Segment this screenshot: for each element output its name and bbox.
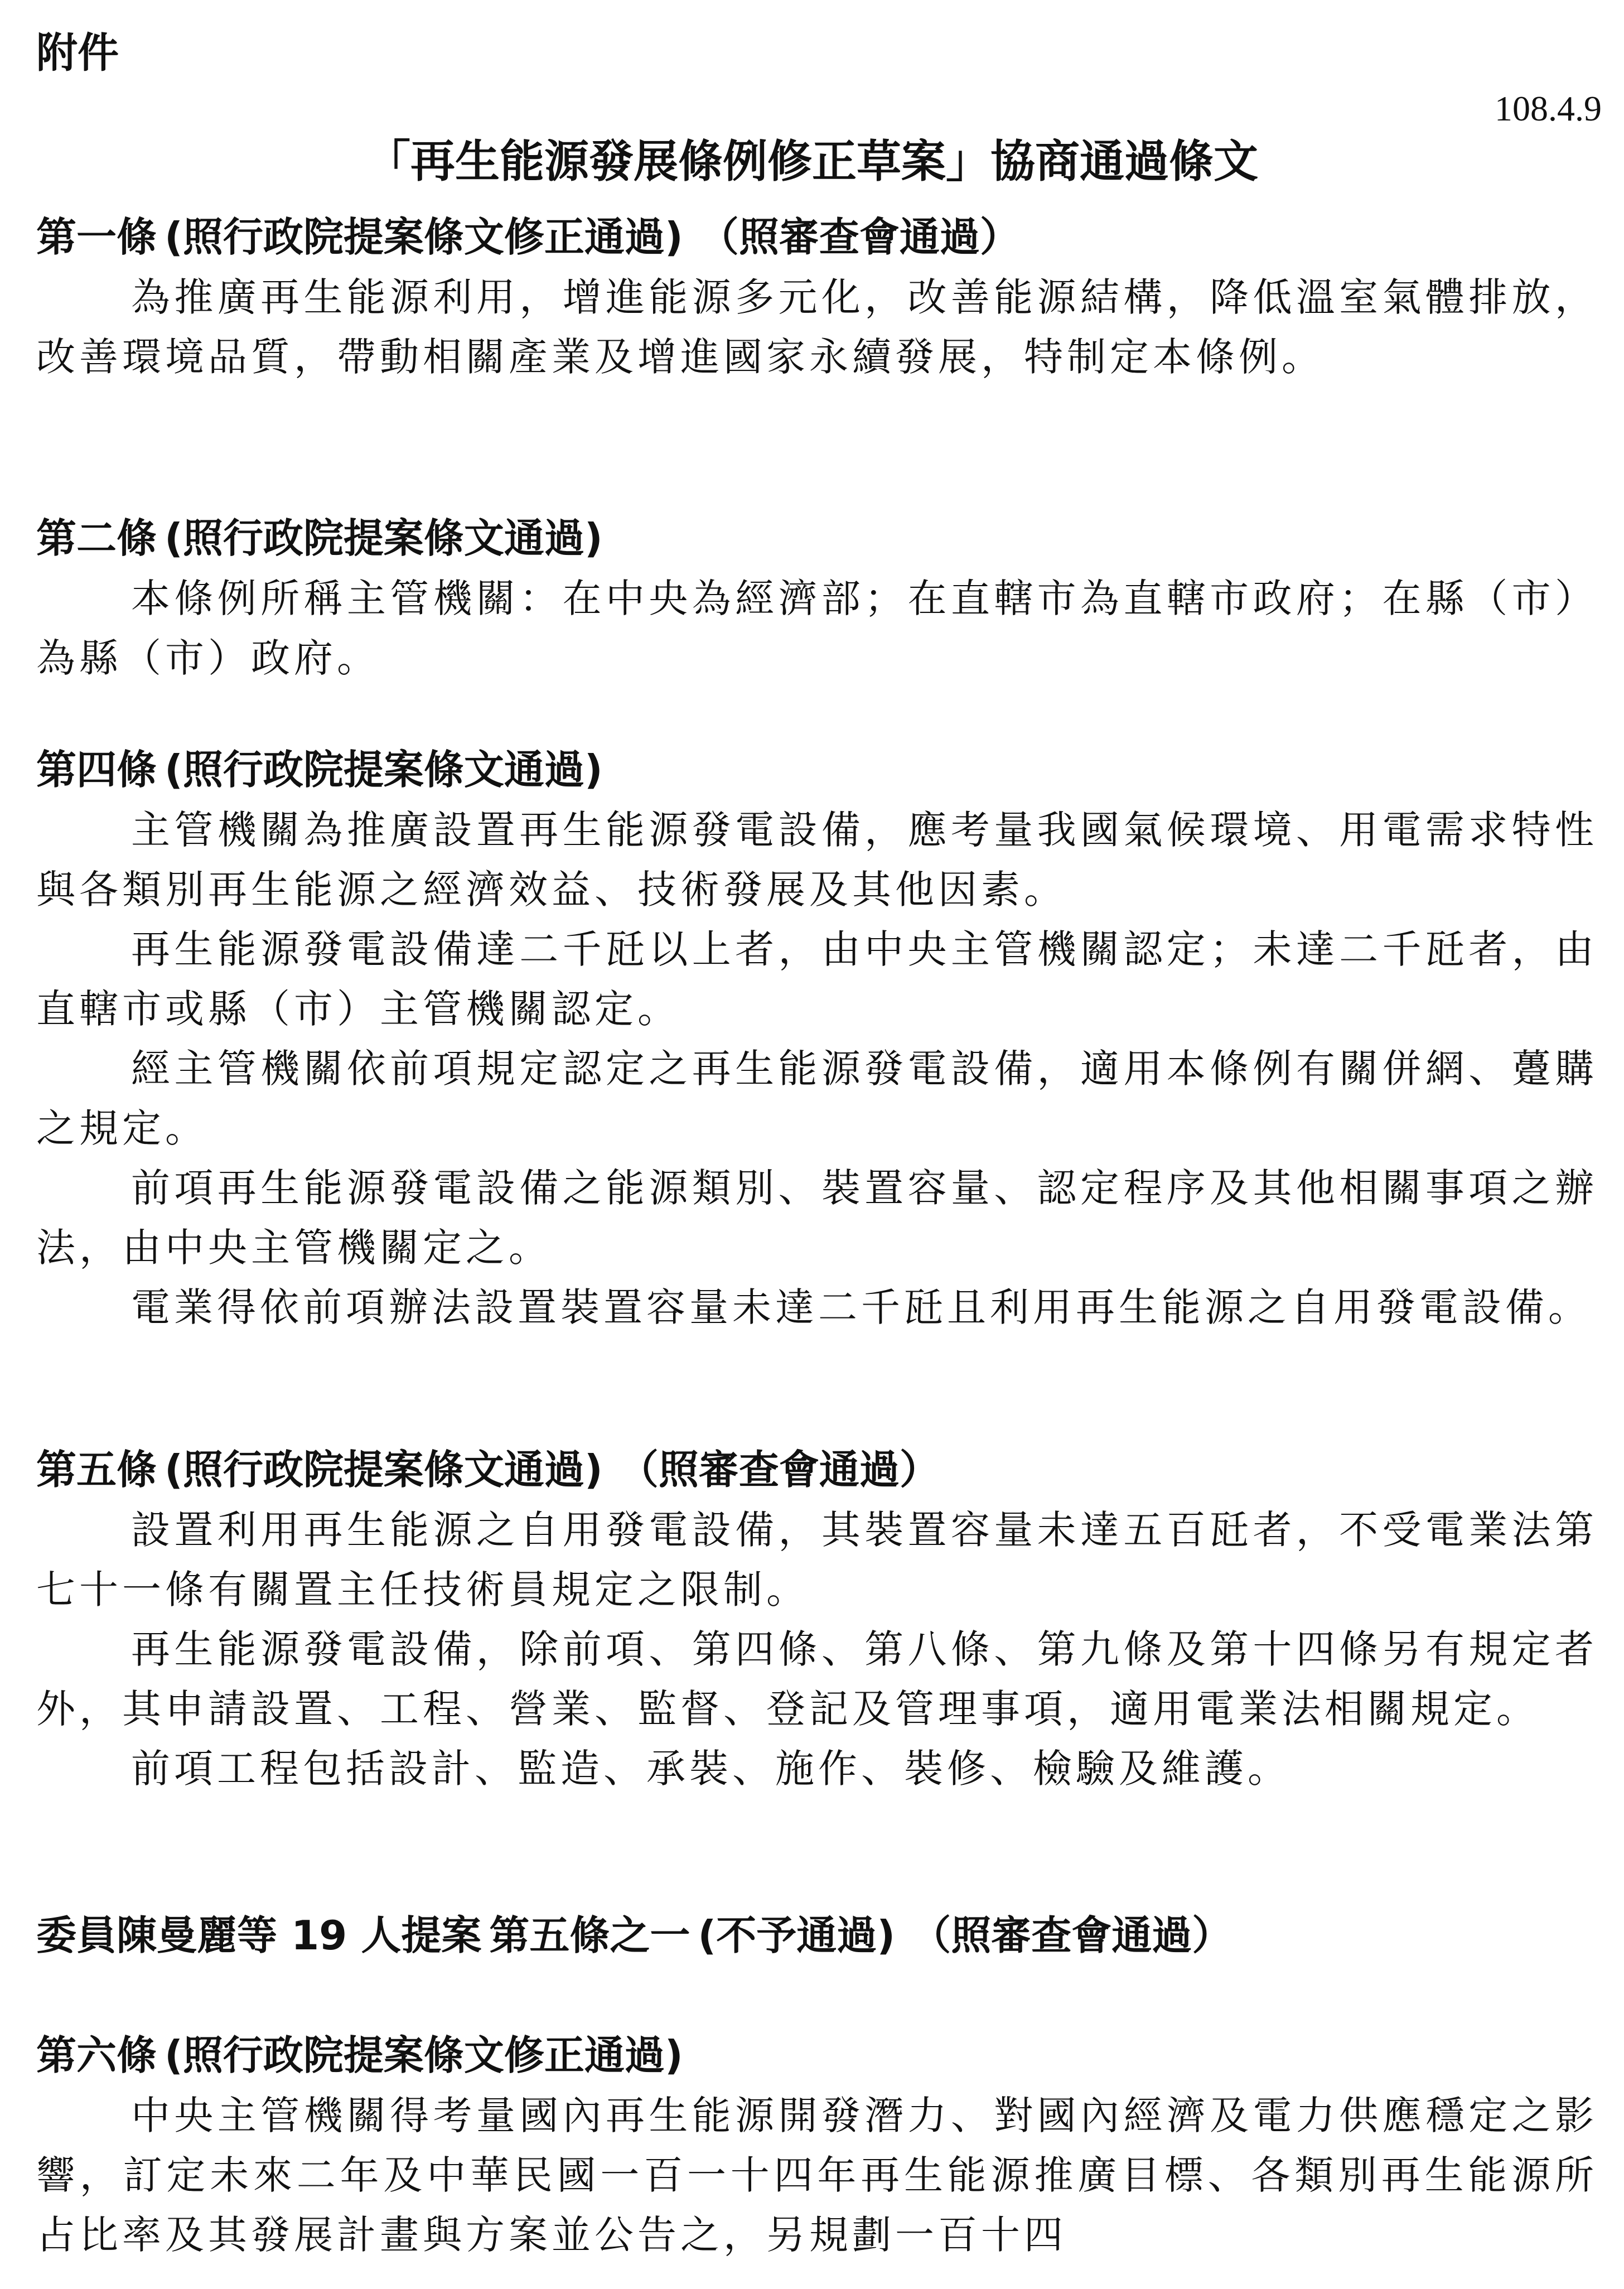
article-status: (不予通過) [698, 1912, 896, 1959]
article-paragraph: 前項再生能源發電設備之能源類別、裝置容量、認定程序及其他相關事項之辦法，由中央主管機關定之。 [36, 1165, 1598, 1271]
article-heading [36, 1439, 1598, 1500]
article-heading [36, 2025, 1598, 2086]
article-1 [36, 206, 1598, 387]
article-number: 第二條 [36, 515, 157, 562]
article-status: (照行政院提案條文通過) [165, 1446, 603, 1493]
article-heading [36, 1905, 1598, 1966]
article-number: 第五條之一 [489, 1912, 690, 1959]
article-number: 第四條 [36, 746, 157, 793]
article-number: 第五條 [36, 1446, 157, 1493]
document-title: 「再生能源發展條例修正草案」協商通過條文 [366, 136, 1258, 187]
article-paragraph: 主管機關為推廣設置再生能源發電設備，應考量我國氣候環境、用電需求特性與各類別再生能源之經濟效益、技術發展及其他因素。 [36, 807, 1598, 912]
article-paragraph: 為推廣再生能源利用，增進能源多元化，改善能源結構，降低溫室氣體排放，改善環境品質，帶動相關產業及增進國家永續發展，特制定本條例。 [36, 274, 1598, 380]
article-paragraph: 電業得依前項辦法設置裝置容量未達二千瓩且利用再生能源之自用發電設備。 [131, 1284, 1591, 1330]
article-2 [36, 508, 1598, 688]
review-status: （照審查會通過） [698, 214, 1020, 260]
article-heading [36, 206, 1598, 268]
attachment-label: 附件 [36, 29, 119, 77]
article-paragraph: 經主管機關依前項規定認定之再生能源發電設備，適用本條例有關併網、躉購之規定。 [36, 1046, 1598, 1151]
article-heading [36, 739, 1598, 800]
article-5-1 [36, 1905, 1598, 1966]
review-status: （照審查會通過） [911, 1912, 1232, 1959]
article-status: (照行政院提案條文修正通過) [165, 214, 683, 260]
article-status: (照行政院提案條文通過) [165, 746, 603, 793]
review-status: （照審查會通過） [618, 1446, 940, 1493]
article-6 [36, 2025, 1598, 2265]
article-number: 第一條 [36, 214, 157, 260]
article-paragraph: 再生能源發電設備，除前項、第四條、第八條、第九條及第十四條另有規定者外，其申請設置、工程、營業、監督、登記及管理事項，適用電業法相關規定。 [36, 1626, 1598, 1732]
article-number: 第六條 [36, 2032, 157, 2079]
article-heading [36, 508, 1598, 569]
article-paragraph: 本條例所稱主管機關：在中央為經濟部；在直轄市為直轄市政府；在縣（市）為縣（市）政府。 [36, 576, 1598, 681]
article-status: (照行政院提案條文通過) [165, 515, 603, 562]
article-paragraph: 前項工程包括設計、監造、承裝、施作、裝修、檢驗及維護。 [131, 1746, 1290, 1791]
article-paragraph: 再生能源發電設備達二千瓩以上者，由中央主管機關認定；未達二千瓩者，由直轄市或縣（市）主管機關認定。 [36, 926, 1598, 1032]
proposer: 委員陳曼麗等 19 人提案 [36, 1912, 482, 1959]
article-status: (照行政院提案條文修正通過) [165, 2032, 683, 2079]
document-date: 108.4.9 [1495, 89, 1602, 128]
article-5 [36, 1439, 1598, 1799]
article-paragraph: 中央主管機關得考量國內再生能源開發潛力、對國內經濟及電力供應穩定之影響，訂定未來二年及中華民國一百一十四年再生能源推廣目標、各類別再生能源所占比率及其發展計畫與方案並公告之，另規劃一百十四 [36, 2093, 1598, 2258]
article-paragraph: 設置利用再生能源之自用發電設備，其裝置容量未達五百瓩者，不受電業法第七十一條有關置主任技術員規定之限制。 [36, 1507, 1598, 1612]
article-4 [36, 739, 1598, 1337]
